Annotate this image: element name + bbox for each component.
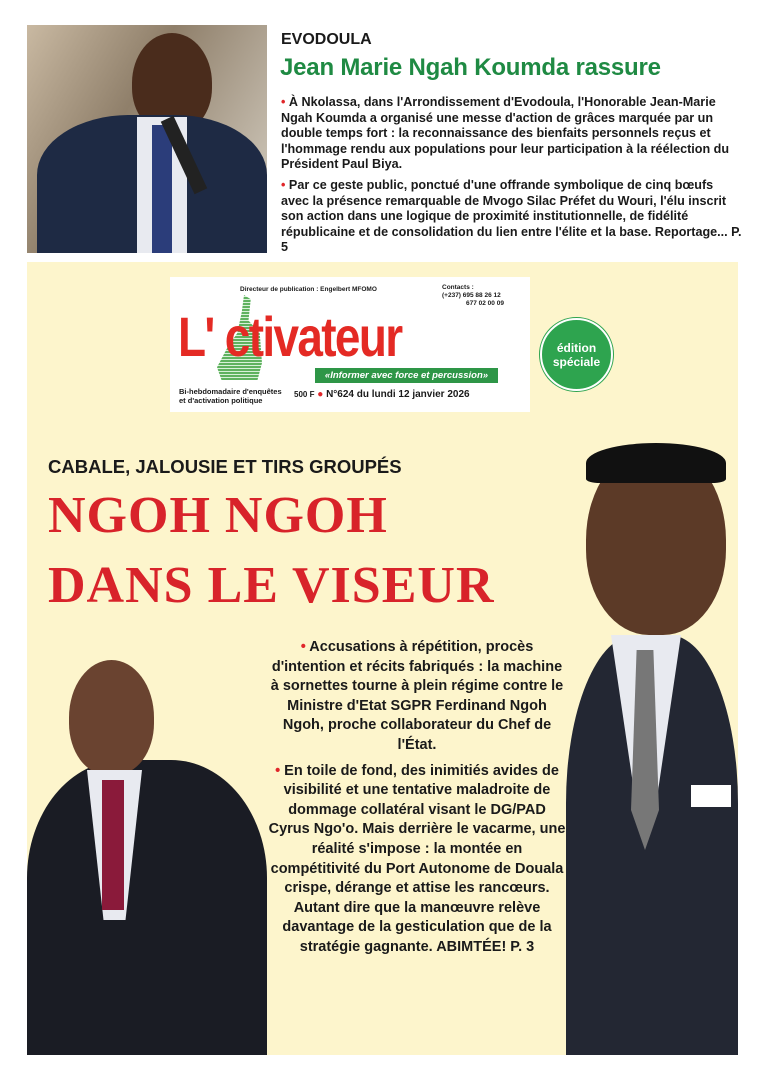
paragraph-text: Accusations à répétition, procès d'intention et récits fabriqués : la machine à sornettes tourne à plein régime contre le Ministre d'Etat SGPR Ferdinand Ngoh Ngoh, proche collaborateur du Chef de l'État.: [270, 639, 564, 753]
top-story-body: [281, 95, 743, 261]
contacts-label: Contacts :: [442, 284, 474, 291]
top-story-paragraph-2: • Par ce geste public, ponctué d'une offrande symbolique de cinq bœufs avec la présence remarquable de Mvogo Silac Préfet du Wouri, l'élu inscrit son action dans une logique de proximité institutionnelle, de fidélité républicaine et de consolidation du lien entre l'élite et la base. Reportage... P. 5: [281, 177, 742, 255]
main-story-paragraph-1: • Accusations à répétition, procès d'intention et récits fabriqués : la machine à sornettes tourne à plein régime contre le Ministre d'Etat SGPR Ferdinand Ngoh Ngoh, proche collaborateur du Chef de l'État.: [270, 639, 564, 753]
masthead: [170, 277, 530, 412]
badge-line-2: spéciale: [552, 354, 601, 369]
top-story-paragraph-1: • À Nkolassa, dans l'Arrondissement d'Evodoula, l'Honorable Jean-Marie Ngah Koumda a organisé une messe d'action de grâces marquée par un double temps fort : la reconnaissance des bienfaits personnels reçus et l'hommage rendu aux populations pour leur participation à la réélection du Président Paul Biya.: [281, 95, 730, 172]
phone-1: (+237) 695 88 26 12: [442, 292, 501, 299]
main-story-body: [268, 638, 566, 964]
special-edition-badge: [540, 318, 613, 391]
photo-ngoh-ngoh: [566, 435, 738, 1055]
issue-info: 500 F ● N°624 du lundi 12 janvier 2026: [294, 389, 470, 400]
issue-number-date: N°624 du lundi 12 janvier 2026: [326, 389, 470, 400]
headline-line-2: DANS LE VISEUR: [48, 557, 495, 614]
main-story-kicker: CABALE, JALOUSIE ET TIRS GROUPÉS: [48, 456, 402, 477]
tagline: [179, 387, 282, 405]
tagline-1: Bi-hebdomadaire d'enquêtes: [179, 387, 282, 396]
person-head: [69, 660, 154, 775]
director-line: Directeur de publication : Engelbert MFOMO: [240, 286, 377, 293]
person-tie: [152, 125, 172, 253]
headline-line-1: NGOH NGOH: [48, 487, 388, 544]
badge-line-1: édition: [556, 340, 597, 355]
logo-text: L' ctivateur: [178, 305, 402, 368]
main-story-paragraph-2: • En toile de fond, des inimitiés avides de visibilité et une tentative maladroite de dommage collatéral visant le DG/PAD Cyrus Ngo'o. Mais derrière le vacarme, une réalité s'impose : la montée en compétitivité du Port Autonome de Douala crispe, dérange et attise les rancœurs. Autant dire que la manœuvre relève davantage de la gesticulation que de la stratégie gagnante. ABIMTÉE! P. 3: [268, 762, 566, 955]
photo-jean-marie-ngah-koumda: [27, 25, 267, 253]
paragraph-text: Par ce geste public, ponctué d'une offrande symbolique de cinq bœufs avec la présence remarquable de Mvogo Silac Préfet du Wouri, l'élu inscrit son action dans une logique de proximité institutionnelle, de fidélité républicaine et de consolidation du lien entre l'élite et la base. Reportage... P. 5: [281, 177, 742, 255]
photo-cyrus-ngoo: [27, 655, 267, 1055]
person-suit: [27, 760, 267, 1055]
person-tie: [102, 780, 124, 910]
tagline-2: et d'activation politique: [179, 396, 263, 405]
top-story-title: Jean Marie Ngah Koumda rassure: [280, 54, 661, 81]
paragraph-text: À Nkolassa, dans l'Arrondissement d'Evodoula, l'Honorable Jean-Marie Ngah Koumda a organisé une messe d'action de grâces marquée par un double temps fort : la reconnaissance des bienfaits personnels reçus et l'hommage rendu aux populations pour leur participation à la réélection du Président Paul Biya.: [281, 95, 730, 172]
phone-2: 677 02 00 09: [466, 300, 504, 307]
slogan: «Informer avec force et percussion»: [315, 368, 498, 383]
top-story-kicker: EVODOULA: [281, 31, 372, 48]
person-hair: [586, 443, 726, 483]
contacts: [442, 284, 504, 308]
pocket-square: [691, 785, 731, 807]
paragraph-text: En toile de fond, des inimitiés avides de visibilité et une tentative maladroite de dommage collatéral visant le DG/PAD Cyrus Ngo'o. Mais derrière le vacarme, une réalité s'impose : la montée en compétitivité du Port Autonome de Douala crispe, dérange et attise les rancœurs. Autant dire que la manœuvre relève davantage de la gesticulation que de la stratégie gagnante. ABIMTÉE! P. 3: [268, 762, 566, 955]
price: 500 F: [294, 390, 315, 399]
